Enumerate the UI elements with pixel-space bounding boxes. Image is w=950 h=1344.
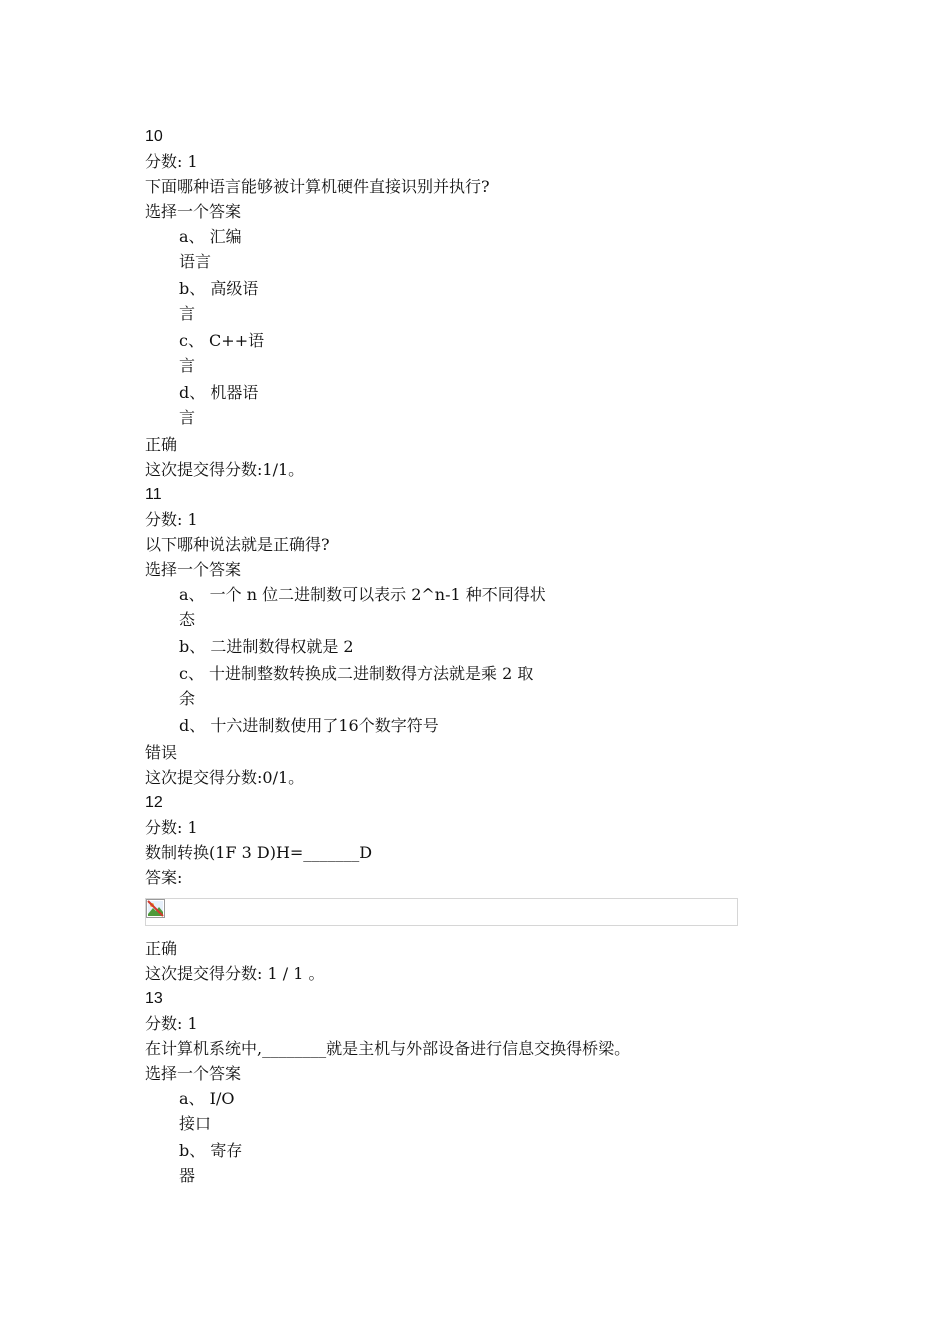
option-line1: a、 I/O — [179, 1089, 235, 1108]
result-label: 正确 — [145, 435, 178, 454]
option-line1: c、 十进制整数转换成二进制数得方法就是乘 2 取 — [179, 664, 534, 683]
submit-score: 这次提交得分数: 1 / 1 。 — [145, 964, 325, 983]
question-prompt: 选择一个答案 — [145, 560, 242, 579]
option-a[interactable] — [145, 582, 579, 632]
question-score: 分数: 1 — [145, 152, 198, 171]
question-11 — [145, 482, 845, 790]
question-number: 13 — [145, 990, 163, 1007]
question-12 — [145, 790, 845, 986]
question-number: 10 — [145, 128, 163, 145]
option-a[interactable] — [145, 224, 279, 274]
option-line2: 接口 — [179, 1114, 212, 1133]
option-line1: d、 机器语 — [179, 383, 259, 402]
question-prompt: 选择一个答案 — [145, 202, 242, 221]
option-line1: b、 高级语 — [179, 279, 259, 298]
option-b[interactable] — [145, 1138, 279, 1188]
option-line2: 器 — [179, 1166, 196, 1185]
option-line2: 言 — [179, 408, 196, 427]
question-prompt: 选择一个答案 — [145, 1064, 242, 1083]
option-line2: 言 — [179, 304, 196, 323]
result-label: 错误 — [145, 743, 178, 762]
option-line1: a、 一个 n 位二进制数可以表示 2^n-1 种不同得状 — [179, 585, 546, 604]
question-score: 分数: 1 — [145, 818, 198, 837]
question-text: 以下哪种说法就是正确得? — [145, 535, 330, 554]
option-a[interactable] — [145, 1086, 279, 1136]
option-line1: d、 十六进制数使用了16个数字符号 — [179, 716, 439, 735]
question-score: 分数: 1 — [145, 510, 198, 529]
option-line2: 余 — [179, 689, 196, 708]
option-d[interactable] — [145, 380, 279, 430]
submit-score: 这次提交得分数:0/1。 — [145, 768, 305, 787]
option-c[interactable] — [145, 328, 279, 378]
result-label: 正确 — [145, 939, 178, 958]
answer-input[interactable] — [145, 898, 738, 926]
option-line1: b、 寄存 — [179, 1141, 243, 1160]
question-text: 在计算机系统中,________就是主机与外部设备进行信息交换得桥梁。 — [145, 1039, 631, 1058]
question-text: 下面哪种语言能够被计算机硬件直接识别并执行? — [145, 177, 490, 196]
question-10 — [145, 124, 845, 482]
option-c[interactable] — [145, 661, 579, 711]
option-line1: a、 汇编 — [179, 227, 242, 246]
option-b[interactable] — [145, 634, 579, 659]
document-page — [145, 124, 845, 1190]
option-line1: c、 C++语 — [179, 331, 265, 350]
option-line2: 态 — [179, 610, 196, 629]
option-b[interactable] — [145, 276, 279, 326]
option-d[interactable] — [145, 713, 579, 738]
question-number: 12 — [145, 794, 163, 811]
question-score: 分数: 1 — [145, 1014, 198, 1033]
option-line2: 言 — [179, 356, 196, 375]
question-prompt: 答案: — [145, 868, 183, 887]
question-number: 11 — [145, 486, 162, 503]
option-line1: b、 二进制数得权就是 2 — [179, 637, 354, 656]
question-text: 数制转换(1F 3 D)H=_______D — [145, 843, 373, 862]
submit-score: 这次提交得分数:1/1。 — [145, 460, 305, 479]
broken-image-icon — [146, 899, 165, 918]
question-13 — [145, 986, 845, 1188]
option-line2: 语言 — [179, 252, 212, 271]
